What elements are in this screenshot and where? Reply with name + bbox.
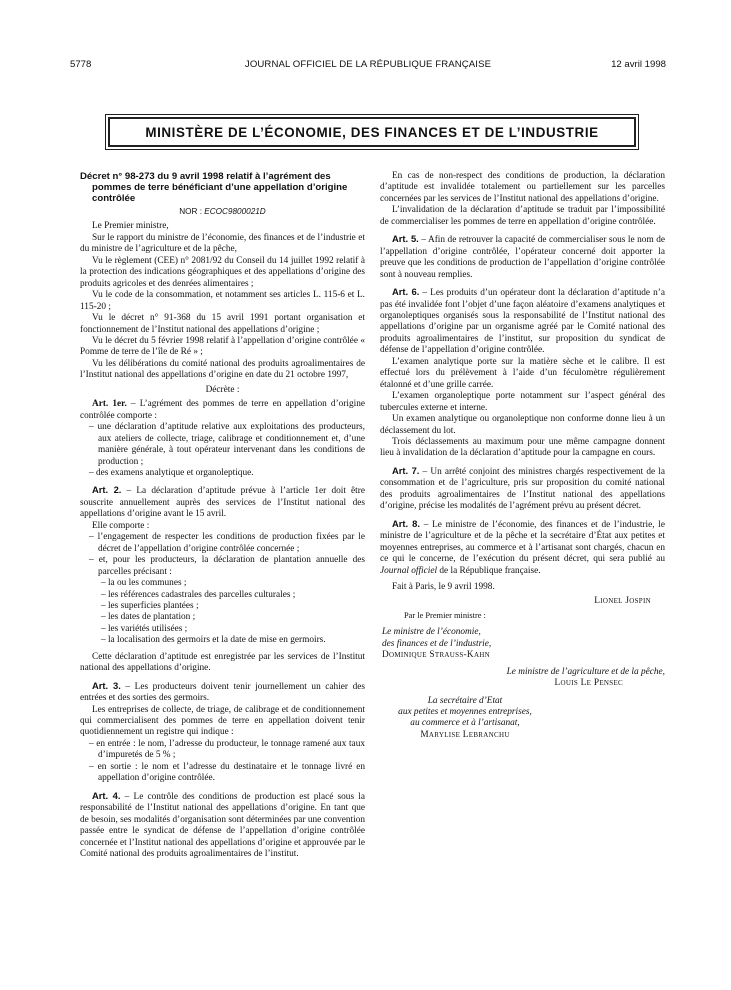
paragraph: L’examen analytique porte sur la matière sèche et le calibre. Il est effectué lors du prélèvement à l’aide d’un féculomètre régulièrement étalonné et d’une grille carrée. [380,356,665,390]
ministry-title: MINISTÈRE DE L’ÉCONOMIE, DES FINANCES ET DE L’INDUSTRIE [145,124,599,140]
issue-date: 12 avril 1998 [611,59,666,70]
preamble-line: Sur le rapport du ministre de l’économie, des finances et de l’industrie et du ministre de l’agriculture et de la pêche, [80,232,365,255]
journal-officiel-italic: Journal officiel [380,565,438,576]
article-label: Art. 8. [392,517,420,529]
preamble-line: Le Premier ministre, [92,221,169,232]
agriculture-minister-title: Le ministre de l’agriculture et de la pêche, [506,666,665,677]
signature-block-economy [380,627,665,661]
economy-minister-name: Dominique Strauss-Kahn [382,650,491,661]
article-7: Art. 7. – Un arrêté conjoint des ministres chargés respectivement de la consommation et de l’agriculture, pris sur proposition du comité national des produits agroalimentaires de l’Institut national des appellations d’origine, précise les modalités de l’agrément prévu au présent décret. [380,464,665,512]
economy-minister-title: des finances et de l’industrie, [382,638,492,649]
paragraph: En cas de non-respect des conditions de production, la déclaration d’aptitude est invalidée totalement ou partiellement sur les parcelles concernées par les services de l’Institut national des appellations d’origine. [380,171,665,204]
article-label: Art. 4. [92,789,121,801]
sub-list-item: – la localisation des germoirs et la date de mise en germoirs. [101,635,326,646]
ministry-banner [108,117,636,147]
paragraph: L’examen organoleptique porte notamment sur l’aspect général des tubercules externe et interne. [380,391,665,413]
signature-block-agriculture [380,667,665,690]
preamble-line: Vu le décret du 5 février 1998 relatif à l’appellation d’origine contrôlée « Pomme de terre de l’île de Ré » ; [80,335,365,358]
sub-list-item: – la ou les communes ; [101,578,187,589]
paragraph: Elle comporte : [92,520,150,531]
page-number: 5778 [70,59,92,70]
nor-label: NOR : [179,207,205,216]
journal-title: JOURNAL OFFICIEL DE LA RÉPUBLIQUE FRANÇAISE [244,59,492,70]
by-prime-minister: Par le Premier ministre : [404,610,486,620]
agriculture-minister-name: Louis Le Pensec [554,678,623,689]
secretary-title: au commerce et à l’artisanat, [410,718,520,729]
article-label: Art. 1er. [92,399,127,410]
article-2: Art. 2. – La déclaration d’aptitude prévue à l’article 1er doit être souscrite annuellement auprès des services de l’Institut national des appellations d’origine avant le 15 avril. [80,484,365,520]
paragraph: Les entreprises de collecte, de triage, de calibrage et de conditionnement qui commercialisent des pommes de terre en appellation doivent tenir quotidiennement un registre qui indique : [80,704,365,738]
decree-title: Décret n° 98-273 du 9 avril 1998 relatif à l’agrément des pommes de terre bénéficiant d’une appellation d’origine contrôlée [80,171,348,204]
article-label: Art. 5. [392,233,419,245]
list-item: – l’engagement de respecter les conditions de production fixées par le décret de l’appellation d’origine contrôlée concernée ; [89,532,365,554]
secretary-title: La secrétaire d’Etat [427,695,503,706]
article-1: Art. 1er. – L’agrément des pommes de terre en appellation d’origine contrôlée comporte : [80,399,365,421]
list-item: – des examens analytique et organoleptique. [89,467,254,478]
secretary-title: aux petites et moyennes entreprises, [398,707,532,718]
signature-block-secretary [380,696,550,742]
list-item: – en entrée : le nom, l’adresse du producteur, le tonnage ramené aux taux d’impuretés de 5 % ; [89,738,365,761]
preamble-line: Vu le décret n° 91-368 du 15 avril 1991 portant organisation et fonctionnement de l’Institut national des appellations d’origine ; [80,313,365,335]
article-6: Art. 6. – Les produits d’un opérateur dont la déclaration d’aptitude n’a pas été invalidée font l’objet d’une façon aléatoire d’examens analytiques et organoleptiques organisés sous la responsabilité de l’Institut national des appellations d’origine par un organisme agréé par le Comité national des produits agroalimentaires de l’institut, sur proposition du syndicat de défense de l’appellation d’origine contrôlée. [380,286,665,356]
done-at: Fait à Paris, le 9 avril 1998. [392,581,495,592]
running-header [70,59,666,73]
prime-minister-name: Lionel Jospin [594,596,651,607]
article-3: Art. 3. – Les producteurs doivent tenir journellement un cahier des entrées et des sorties des germoirs. [80,679,365,704]
paragraph: Cette déclaration d’aptitude est enregistrée par les services de l’Institut national des appellations d’origine. [80,651,365,674]
paragraph: Un examen analytique ou organoleptique non conforme donne lieu à un déclassement du lot. [380,414,665,436]
article-8: Art. 8. – Le ministre de l’économie, des finances et de l’industrie, le ministre de l’agriculture et de la pêche et la secrétaire d’État aux petites et moyennes entreprises, au commerce et à l’artisanat sont chargés, chacun en ce qui le concerne, de l’exécution du présent décret, qui sera publié au Journal officiel de la République française. [380,517,665,576]
paragraph: L’invalidation de la déclaration d’aptitude se traduit par l’impossibilité de commercialiser les pommes de terre en appellation d’origine contrôlée. [380,205,665,227]
preamble-line: Vu le code de la consommation, et notamment ses articles L. 115-6 et L. 115-20 ; [80,290,365,312]
article-label: Art. 3. [92,679,121,691]
sub-list-item: – les références cadastrales des parcelles culturales ; [101,589,296,600]
article-label: Art. 7. [392,464,420,476]
sub-list-item: – les dates de plantation ; [101,612,196,623]
preamble-line: Vu les délibérations du comité national des produits agroalimentaires de l’Institut national des appellations d’origine en date du 21 octobre 1997, [80,358,365,381]
sub-list-item: – les variétés utilisées ; [101,623,188,634]
decrete-heading: Décrète : [205,384,240,395]
secretary-name: Marylise Lebranchu [420,729,510,740]
nor-code: ECOC9800021D [204,207,266,216]
list-item: – et, pour les producteurs, la déclaration de plantation annuelle des parcelles précisant : [89,555,365,577]
list-item: – une déclaration d’aptitude relative aux exploitations des producteurs, aux ateliers de collecte, triage, calibrage et conditionnement et, d’une manière générale, à tout opérateur intervenant dans les conditions de production ; [89,422,365,467]
article-5: Art. 5. – Afin de retrouver la capacité de commercialiser sous le nom de l’appellation d’origine contrôlée, l’opérateur concerné doit apporter la preuve que les conditions de production de l’appellation d’origine contrôlée sont à nouveau remplies. [380,233,665,280]
list-item: – en sortie : le nom et l’adresse du destinataire et le tonnage livré en appellation d’origine contrôlée. [89,761,365,784]
right-column [380,171,665,741]
sub-list-item: – les superficies plantées ; [101,600,199,611]
paragraph: Trois déclassements au maximum pour une même campagne donnent lieu à invalidation de la déclaration d’aptitude pour la campagne en cours. [380,436,665,459]
left-column [80,171,365,860]
preamble-line: Vu le règlement (CEE) n° 2081/92 du Conseil du 14 juillet 1992 relatif à la protection des indications géographiques et des appellations d’origine des produits agricoles et des denrées alimentaires ; [80,255,365,289]
nor-reference [80,206,365,217]
economy-minister-title: Le ministre de l’économie, [382,627,481,638]
article-label: Art. 6. [392,286,420,298]
article-label: Art. 2. [92,484,122,496]
article-4: Art. 4. – Le contrôle des conditions de production est placé sous la responsabilité de l’Institut national des appellations d’origine. En tant que de besoin, ses modalités d’organisation sont déterminées par une convention passée entre le syndicat de défense de l’appellation d’origine contrôlée concernée et l’Institut national des appellations d’origine et approuvée par le Comité national des produits agroalimentaires de l’institut. [80,789,365,860]
